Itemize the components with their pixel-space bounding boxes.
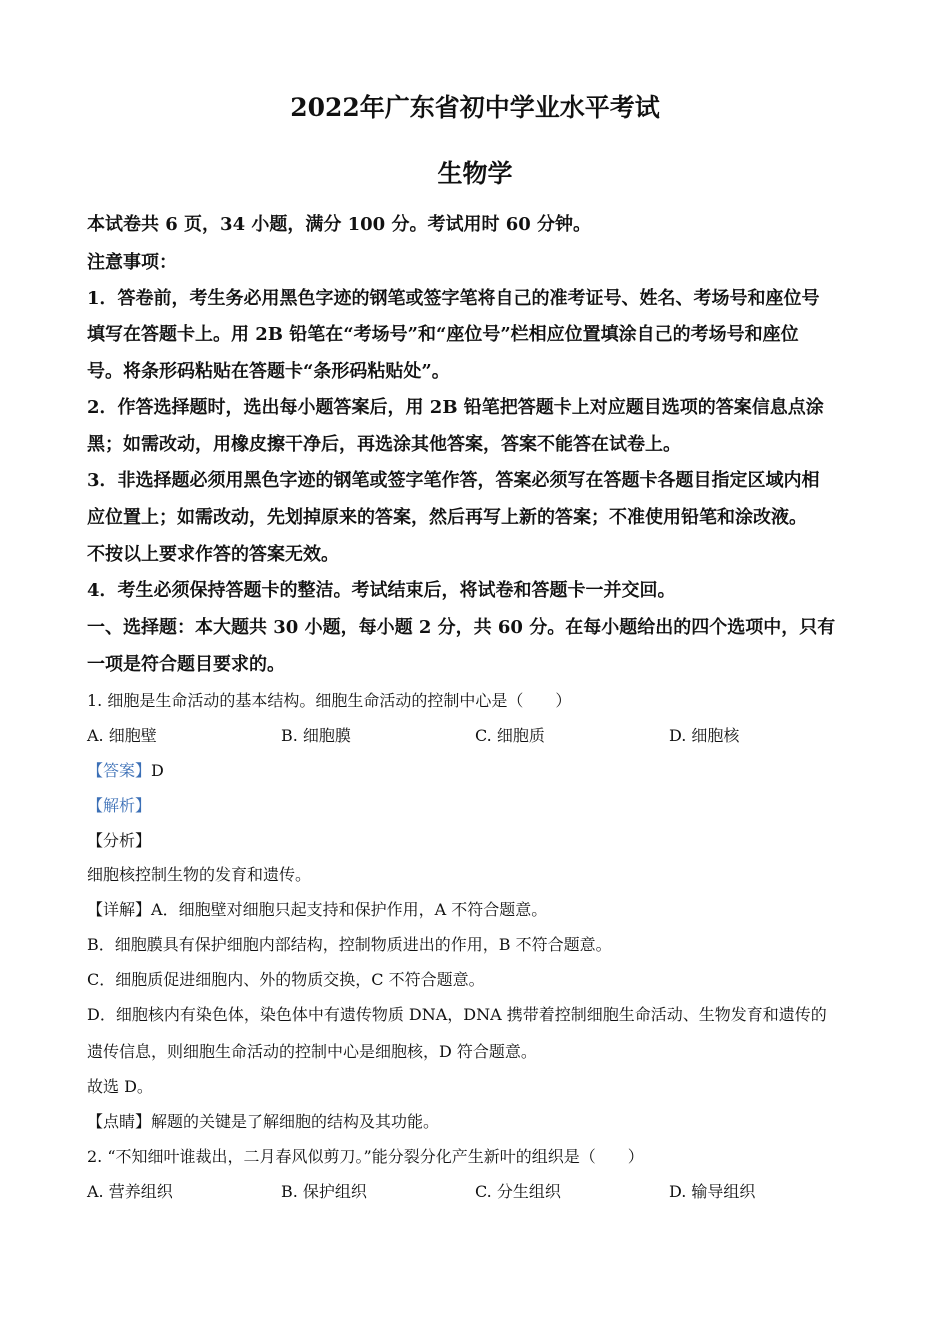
- analysis-tag: 【解析】: [87, 796, 152, 815]
- question-1-option-d: D. 细胞核: [669, 726, 740, 745]
- notice-item-4: 4．考生必须保持答题卡的整洁。考试结束后，将试卷和答题卡一并交回。: [87, 580, 676, 601]
- exam-title: 2022年广东省初中学业水平考试: [290, 93, 660, 122]
- analysis-text: 细胞核控制生物的发育和遗传。: [87, 865, 312, 884]
- notice-item-2-line-2: 黑；如需改动，用橡皮擦干净后，再选涂其他答案，答案不能答在试卷上。: [87, 434, 681, 455]
- question-1-option-b: B. 细胞膜: [281, 726, 351, 745]
- notice-heading: 注意事项：: [87, 252, 177, 273]
- question-1-answer: [87, 758, 164, 781]
- detail-tag: 【详解】: [87, 900, 152, 919]
- answer-tag: 【答案】: [87, 761, 152, 780]
- detail-option-d-line-2: 遗传信息，则细胞生命活动的控制中心是细胞核，D 符合题意。: [87, 1042, 537, 1061]
- exam-intro: 本试卷共 6 页，34 小题，满分 100 分。考试用时 60 分钟。: [87, 214, 592, 235]
- notice-item-1-line-1: 1．答卷前，考生务必用黑色字迹的钢笔或签字笔将自己的准考证号、姓名、考场号和座位号: [87, 288, 820, 309]
- question-2-option-d: D. 输导组织: [669, 1182, 756, 1201]
- comment: 【点睛】解题的关键是了解细胞的结构及其功能。: [87, 1112, 440, 1131]
- detail-option-c: C．细胞质促进细胞内、外的物质交换，C 不符合题意。: [87, 970, 485, 989]
- subject-title: 生物学: [437, 159, 513, 188]
- notice-item-3-line-3: 不按以上要求作答的答案无效。: [87, 544, 339, 565]
- detail-option-a: [87, 897, 547, 920]
- question-2-option-c: C. 分生组织: [475, 1182, 561, 1201]
- question-2-stem: 2. “不知细叶谁裁出，二月春风似剪刀。”能分裂分化产生新叶的组织是（ ）: [87, 1147, 644, 1166]
- conclusion: 故选 D。: [87, 1077, 153, 1096]
- detail-a-text: A．细胞壁对细胞只起支持和保护作用，A 不符合题意。: [151, 900, 548, 919]
- analysis-subheading: 【分析】: [87, 831, 152, 850]
- notice-item-2-line-1: 2．作答选择题时，选出每小题答案后，用 2B 铅笔把答题卡上对应题目选项的答案信息点涂: [87, 397, 824, 418]
- section-heading-line-1: 一、选择题：本大题共 30 小题，每小题 2 分，共 60 分。在每小题给出的四个选项中，只有: [87, 617, 836, 638]
- question-1-option-a: A. 细胞壁: [87, 726, 157, 745]
- detail-option-b: B．细胞膜具有保护细胞内部结构，控制物质进出的作用，B 不符合题意。: [87, 935, 612, 954]
- notice-item-3-line-2: 应位置上；如需改动，先划掉原来的答案，然后再写上新的答案；不准使用铅笔和涂改液。: [87, 507, 807, 528]
- question-1-option-c: C. 细胞质: [475, 726, 545, 745]
- notice-item-3-line-1: 3．非选择题必须用黑色字迹的钢笔或签字笔作答，答案必须写在答题卡各题目指定区域内相: [87, 470, 820, 491]
- answer-value: D: [151, 761, 164, 780]
- question-2-option-a: A. 营养组织: [87, 1182, 173, 1201]
- question-2-option-b: B. 保护组织: [281, 1182, 367, 1201]
- notice-item-1-line-3: 号。将条形码粘贴在答题卡“条形码粘贴处”。: [87, 361, 450, 382]
- question-1-stem: 1. 细胞是生命活动的基本结构。细胞生命活动的控制中心是（ ）: [87, 691, 572, 710]
- notice-item-1-line-2: 填写在答题卡上。用 2B 铅笔在“考场号”和“座位号”栏相应位置填涂自己的考场号和座位: [87, 324, 799, 345]
- section-heading-line-2: 一项是符合题目要求的。: [87, 654, 285, 675]
- detail-option-d-line-1: D．细胞核内有染色体，染色体中有遗传物质 DNA，DNA 携带着控制细胞生命活动、生物发育和遗传的: [87, 1005, 827, 1024]
